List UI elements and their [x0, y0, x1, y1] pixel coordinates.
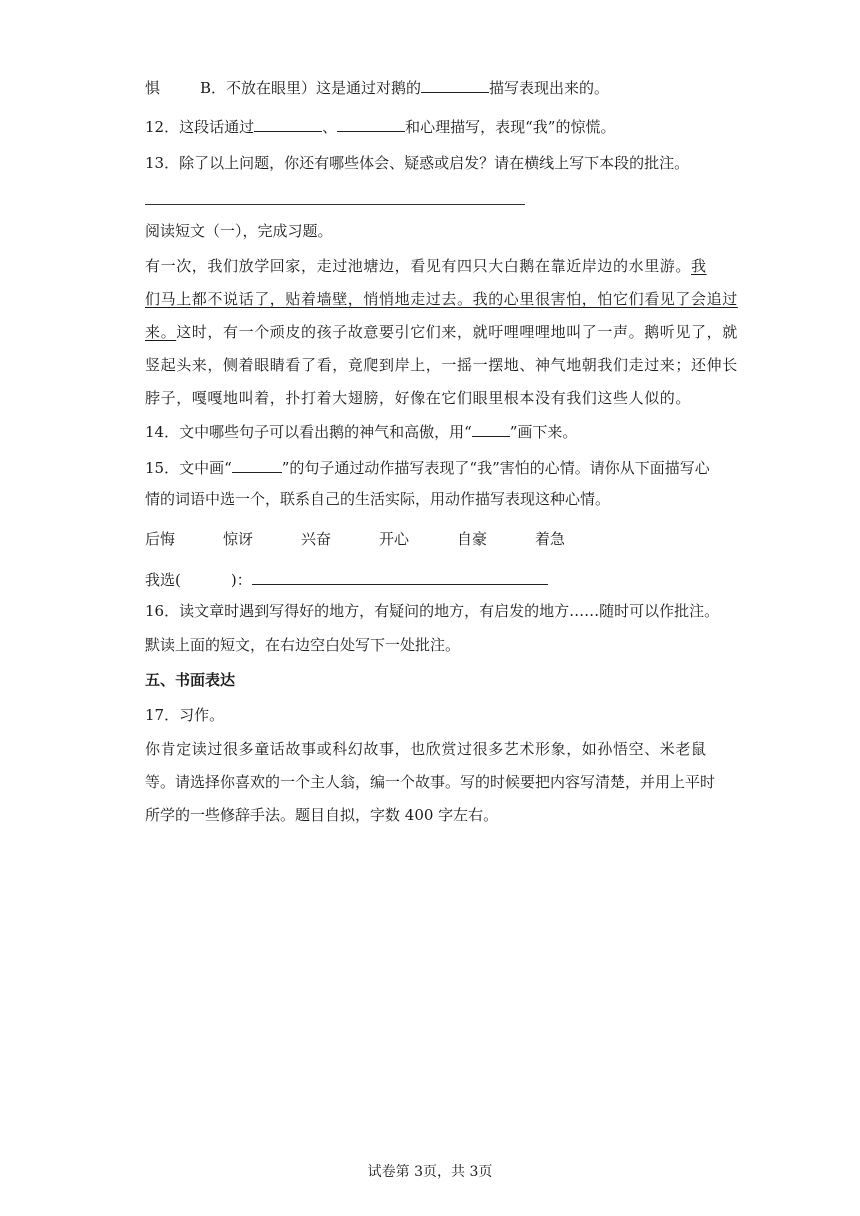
question-15-line-1 [145, 458, 710, 478]
passage-line-1 [145, 255, 707, 276]
question-16-line-2: 默读上面的短文，在右边空白处写下一处批注。 [145, 636, 461, 654]
passage-intro: 阅读短文（一），完成习题。 [145, 222, 333, 240]
underlined-sentence: 们马上都不说话了，贴着墙壁，悄悄地走过去。我的心里很害怕，怕它们看见了会追过 [145, 290, 738, 308]
q15-text: 15．文中画“ [145, 459, 232, 477]
choose-label-end: )： [230, 571, 252, 589]
passage-text: 有一次，我们放学回家，走过池塘边，看见有四只大白鹅在靠近岸边的水里游。 [145, 257, 692, 275]
emotion-word[interactable]: 着急 [535, 530, 566, 548]
q11-tail [145, 78, 609, 98]
essay-prompt-line-1: 你肯定读过很多童话故事或科幻故事，也欣赏过很多艺术形象，如孙悟空、米老鼠 [145, 740, 707, 758]
emotion-word[interactable]: 自豪 [457, 530, 488, 548]
q12-separator: 、 [322, 118, 338, 136]
page-footer: 试卷第 3页，共 3页 [367, 1164, 493, 1180]
underlined-sentence: 我 [691, 257, 707, 275]
answer-blank[interactable] [252, 570, 548, 585]
question-12 [145, 117, 615, 137]
question-15-line-2: 情的词语中选一个，联系自己的生活实际，用动作描写表现这种心情。 [145, 490, 611, 508]
answer-blank[interactable] [421, 78, 489, 93]
emotion-word-list [145, 529, 613, 549]
section-heading: 五、书面表达 [145, 671, 236, 689]
underline-mark [472, 422, 510, 437]
q11-option-a-tail: 惧 [145, 79, 161, 97]
emotion-word[interactable]: 兴奋 [301, 530, 332, 548]
q11-option-b: B．不放在眼里）这是通过对鹅的 [200, 79, 422, 97]
underline-mark [232, 458, 282, 473]
underlined-sentence: 来。 [145, 323, 177, 341]
answer-blank[interactable] [254, 117, 322, 132]
emotion-word[interactable]: 开心 [379, 530, 410, 548]
q14-text-end: ”画下来。 [509, 423, 578, 441]
passage-line-4: 竖起头来，侧着眼睛看了看，竟爬到岸上，一摇一摆地、神气地朝我们走过来；还伸长 [145, 356, 738, 374]
q15-text-end: ”的句子通过动作描写表现了“我”害怕的心情。请你从下面描写心 [281, 459, 710, 477]
answer-blank[interactable] [337, 117, 405, 132]
passage-text: 这时，有一个顽皮的孩子故意要引它们来，就吁哩哩哩地叫了一声。鹅听见了，就 [176, 323, 738, 341]
q12-text-end: 和心理描写，表现“我”的惊慌。 [405, 118, 616, 136]
essay-prompt-line-3: 所学的一些修辞手法。题目自拟，字数 400 字左右。 [145, 806, 499, 824]
passage-line-2 [145, 288, 738, 309]
question-17: 17．习作。 [145, 706, 225, 724]
choose-line [145, 570, 548, 590]
emotion-word[interactable]: 后悔 [145, 530, 176, 548]
question-16-line-1: 16．读文章时遇到写得好的地方，有疑问的地方，有启发的地方……随时可以作批注。 [145, 602, 720, 620]
essay-prompt-line-2: 等。请选择你喜欢的一个主人翁，编一个故事。写的时候要把内容写清楚，并用上平时 [145, 773, 716, 791]
emotion-word[interactable]: 惊讶 [223, 530, 254, 548]
choose-label: 我选( [145, 571, 181, 589]
q11-tail-text: 描写表现出来的。 [489, 79, 610, 97]
question-14 [145, 422, 577, 442]
answer-line[interactable] [145, 204, 525, 205]
q12-text: 12．这段话通过 [145, 118, 255, 136]
q14-text: 14．文中哪些句子可以看出鹅的神气和高傲，用“ [145, 423, 472, 441]
passage-line-5: 脖子，嘎嘎地叫着，扑打着大翅膀，好像在它们眼里根本没有我们这些人似的。 [145, 389, 692, 407]
question-13: 13．除了以上问题，你还有哪些体会、疑惑或启发？请在横线上写下本段的批注。 [145, 154, 690, 172]
passage-line-3 [145, 321, 738, 342]
